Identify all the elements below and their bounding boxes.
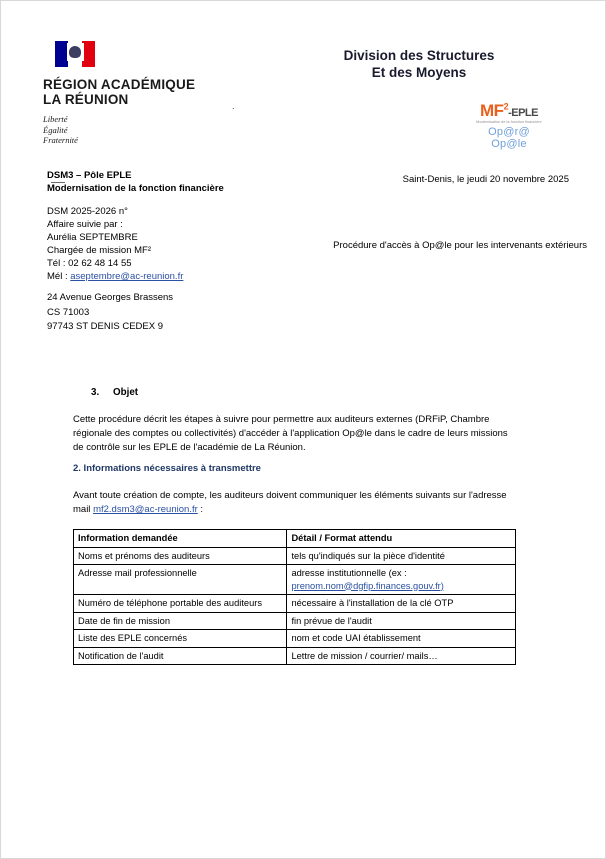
section-objet-heading: [91, 387, 138, 398]
contact-name: Aurélia SEPTEMBRE: [47, 232, 138, 243]
table-cell-mail-example-link[interactable]: prenom.nom@dgfip.finances.gouv.fr): [291, 580, 444, 591]
opale-logo-line1: Op@r@: [488, 126, 530, 138]
table-cell-information: Date de fin de mission: [74, 612, 287, 630]
table-row: [74, 612, 516, 630]
sender-address: [47, 291, 173, 335]
address-line3: 97743 ST DENIS CEDEX 9: [47, 321, 163, 332]
sender-service-line1: DSM3 – Pôle EPLE: [47, 170, 132, 181]
section-infos-mail-link[interactable]: mf2.dsm3@ac-reunion.fr: [93, 504, 198, 515]
followed-by-label: Affaire suivie par :: [47, 219, 123, 230]
table-cell-detail: fin prévue de l'audit: [287, 612, 516, 630]
table-cell-information: Notification de l'audit: [74, 647, 287, 665]
document-reference: DSM 2025-2026 n°: [47, 206, 128, 217]
mf2-logo-main: [471, 101, 547, 121]
region-logo-name-line1: RÉGION ACADÉMIQUE: [43, 77, 196, 92]
table-cell-detail: nécessaire à l'installation de la clé OTP: [287, 595, 516, 613]
header-title-line2: Et des Moyens: [371, 65, 467, 80]
section-infos-text-after: :: [197, 504, 204, 515]
opale-logo-line2: Op@le: [491, 138, 527, 150]
section-objet-title: Objet: [113, 387, 139, 398]
table-cell-information: Liste des EPLE concernés: [74, 630, 287, 648]
address-line1: 24 Avenue Georges Brassens: [47, 292, 174, 303]
object-line: Procédure d'accès à Op@le pour les intervenants extérieurs: [333, 240, 587, 251]
table-row: [74, 647, 516, 665]
devise-line3: Fraternité: [43, 135, 78, 145]
sender-service: [47, 169, 224, 195]
informations-table: [73, 529, 516, 665]
sender-service-line2: Modernisation de la fonction financière: [47, 183, 224, 194]
table-header-row: [74, 530, 516, 548]
region-logo-name-line2: LA RÉUNION: [43, 92, 129, 107]
table-row: [74, 595, 516, 613]
address-line2: CS 71003: [47, 306, 90, 318]
section-infos-heading: 2. Informations nécessaires à transmettre: [73, 463, 261, 474]
contact-mail-line: [47, 270, 183, 283]
contact-role: Chargée de mission MF²: [47, 245, 152, 256]
table-cell-detail: tels qu'indiqués sur la pièce d'identité: [287, 547, 516, 565]
header-title-line1: Division des Structures: [343, 48, 495, 63]
mf2-logo-subtitle: Modernisation de la fonction financière: [476, 120, 542, 124]
mf2-logo-eple: -EPLE: [508, 107, 538, 119]
mf2-logo-exponent: 2: [503, 101, 509, 112]
section-objet-number: 3.: [91, 387, 100, 398]
devise-line2: Égalité: [43, 124, 68, 135]
region-logo-name: [43, 77, 221, 107]
table-row: [74, 630, 516, 648]
table-cell-detail: nom et code UAI établissement: [287, 630, 516, 648]
contact-mail-label: Mél :: [47, 271, 71, 282]
region-academique-logo: [43, 39, 221, 145]
table-cell-detail: [287, 565, 516, 595]
contact-phone: Tél : 02 62 48 14 55: [47, 258, 132, 269]
table-header-information: Information demandée: [74, 530, 287, 548]
table-cell-information: Numéro de téléphone portable des auditeurs: [74, 595, 287, 613]
section-infos-paragraph: [73, 489, 517, 517]
section-objet-paragraph: Cette procédure décrit les étapes à suivre pour permettre aux auditeurs externes (DRFiP, Chambre régionale des comptes ou collectivités) d'accéder à l'application Op@le dans le cadre de leurs missions de contrôle sur les EPLE de l'académie de La Réunion.: [73, 414, 508, 453]
table-cell-detail: Lettre de mission / courrier/ mails…: [287, 647, 516, 665]
devise-line1: Liberté: [43, 114, 68, 124]
table-cell-information: Adresse mail professionnelle: [74, 565, 287, 595]
table-row: [74, 547, 516, 565]
sender-contact-block: [47, 205, 183, 283]
table-cell-detail-text: adresse institutionnelle (ex :: [291, 568, 407, 578]
contact-mail-link[interactable]: aseptembre@ac-reunion.fr: [70, 271, 184, 282]
header-title: [269, 47, 569, 81]
table-cell-information: Noms et prénoms des auditeurs: [74, 547, 287, 565]
section-infos-text-before: Avant toute création de compte, les auditeurs doivent communiquer les éléments suivants sur l'adresse mail: [73, 490, 507, 515]
stray-mark: .: [232, 101, 235, 111]
devise-republique: [43, 114, 221, 146]
mf2-eple-logo: [471, 101, 547, 157]
table-header-detail: Détail / Format attendu: [287, 530, 516, 548]
mf2-logo-mf: MF: [480, 101, 504, 120]
date-line: Saint-Denis, le jeudi 20 novembre 2025: [402, 174, 569, 185]
marianne-flag-icon: [55, 39, 97, 69]
table-row: [74, 565, 516, 595]
